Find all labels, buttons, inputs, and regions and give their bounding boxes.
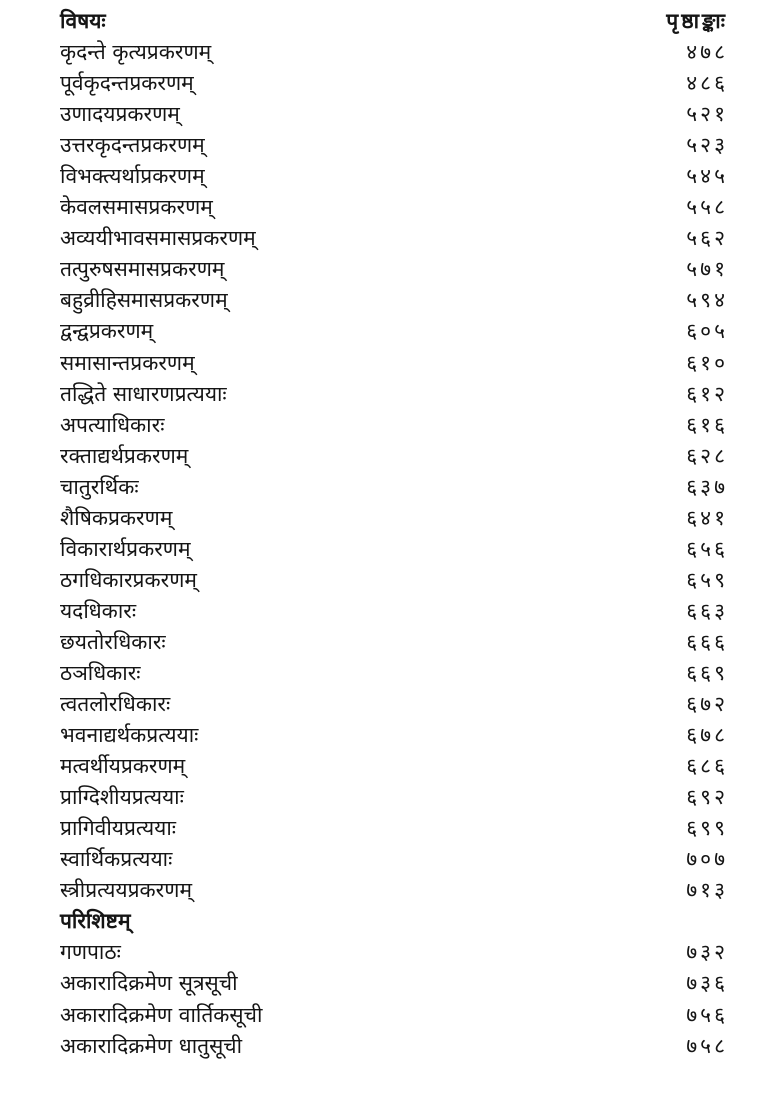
entry-title: मत्वर्थीयप्रकरणम् [60,754,186,779]
toc-entry [0,223,780,254]
entry-title: परिशिष्टम् [60,909,131,934]
entry-title: स्वार्थिकप्रत्ययाः [60,847,173,872]
toc-entry [0,658,780,689]
entry-title: अकारादिक्रमेण सूत्रसूची [60,971,238,996]
table-of-contents [0,6,780,1062]
toc-entry [0,782,780,813]
entry-title: बहुव्रीहिसमासप्रकरणम् [60,288,228,313]
entry-title: ठगधिकारप्रकरणम् [60,567,197,592]
toc-entry [0,99,780,130]
entry-page-number: ६३७ [686,474,728,499]
entry-page-number: ७०७ [686,847,728,872]
entry-title: समासान्तप्रकरणम् [60,350,195,375]
entry-page-number: ५६२ [686,226,728,251]
entry-title: भवनाद्यर्थकप्रत्ययाः [60,723,199,748]
entry-page-number: ७५६ [686,1002,728,1027]
entry-page-number: ६४१ [686,505,728,530]
toc-entry [0,285,780,316]
entry-page-number: ५५८ [686,195,728,220]
entry-title: तद्धिते साधारणप्रत्ययाः [60,381,227,406]
entry-page-number: ५२१ [686,102,728,127]
toc-entry [0,503,780,534]
entry-page-number: ६८६ [686,754,728,779]
entry-page-number: ६६९ [686,660,728,685]
toc-entry [0,441,780,472]
toc-entry [0,534,780,565]
toc-entry [0,720,780,751]
entry-page-number: ७३६ [686,971,728,996]
entry-page-number: ६५६ [686,536,728,561]
entry-page-number: ७५८ [686,1033,728,1058]
entry-page-number: ५९४ [686,288,728,313]
entry-page-number: ६२८ [686,443,728,468]
entry-title: छयतोरधिकारः [60,629,166,654]
toc-entry [0,161,780,192]
toc-section-heading [0,906,780,937]
entry-page-number: ६१६ [686,412,728,437]
entry-page-number: ६६३ [686,598,728,623]
toc-entry [0,37,780,68]
entry-page-number: ६०५ [686,319,728,344]
entry-title: उत्तरकृदन्तप्रकरणम् [60,133,205,158]
toc-entry [0,689,780,720]
toc-entry [0,348,780,379]
entry-title: प्राग्दिशीयप्रत्ययाः [60,785,184,810]
subject-column-heading: विषयः [60,9,106,33]
entry-title: अपत्याधिकारः [60,412,165,437]
entry-page-number: ५७१ [686,257,728,282]
page-column-heading: पृष्ठाङ्काः [666,9,728,33]
toc-entry [0,1000,780,1031]
entry-title: विभक्त्यर्थाप्रकरणम् [60,164,205,189]
entry-page-number: ७१३ [686,878,728,903]
entry-title: रक्ताद्यर्थप्रकरणम् [60,443,189,468]
entry-page-number: ५४५ [686,164,728,189]
toc-entry [0,751,780,782]
entry-page-number: ४८६ [686,71,728,96]
toc-entry [0,1031,780,1062]
entry-page-number: ६७८ [686,723,728,748]
entry-page-number: ६१२ [686,381,728,406]
entry-page-number: ६१० [686,350,728,375]
entry-title: ठञधिकारः [60,660,141,685]
toc-entry [0,875,780,906]
entry-title: त्वतलोरधिकारः [60,692,171,717]
entry-title: द्वन्द्वप्रकरणम् [60,319,154,344]
toc-entry [0,472,780,503]
entry-page-number: ६५९ [686,567,728,592]
entry-page-number: ७३२ [686,940,728,965]
entry-title: चातुरर्थिकः [60,474,139,499]
entry-title: अकारादिक्रमेण वार्तिकसूची [60,1002,263,1027]
toc-entry [0,813,780,844]
entry-title: पूर्वकृदन्तप्रकरणम् [60,71,194,96]
toc-entry [0,379,780,410]
entry-page-number: ४७८ [686,40,728,65]
toc-entry [0,254,780,285]
toc-entry [0,596,780,627]
entry-page-number: ६६६ [686,629,728,654]
entry-title: केवलसमासप्रकरणम् [60,195,213,220]
toc-entry [0,130,780,161]
entry-title: विकारार्थप्रकरणम् [60,536,191,561]
toc-entry [0,192,780,223]
entry-page-number: ६९९ [686,816,728,841]
entry-title: अकारादिक्रमेण धातुसूची [60,1033,243,1058]
toc-header [0,6,780,37]
toc-entry [0,968,780,999]
entry-title: गणपाठः [60,940,121,965]
toc-entry [0,68,780,99]
entry-title: प्रागिवीयप्रत्ययाः [60,816,177,841]
entry-title: कृदन्ते कृत्यप्रकरणम् [60,40,212,65]
entry-title: उणादयप्रकरणम् [60,102,180,127]
entry-title: स्त्रीप्रत्ययप्रकरणम् [60,878,193,903]
entry-title: अव्ययीभावसमासप्रकरणम् [60,226,256,251]
entry-title: तत्पुरुषसमासप्रकरणम् [60,257,225,282]
entry-page-number: ६९२ [686,785,728,810]
toc-entry [0,410,780,441]
toc-entry [0,627,780,658]
toc-entry [0,937,780,968]
entry-title: शैषिकप्रकरणम् [60,505,173,530]
toc-entry [0,844,780,875]
entry-page-number: ६७२ [686,692,728,717]
entry-title: यदधिकारः [60,598,137,623]
entry-page-number: ५२३ [686,133,728,158]
toc-entry [0,316,780,347]
toc-entry [0,565,780,596]
